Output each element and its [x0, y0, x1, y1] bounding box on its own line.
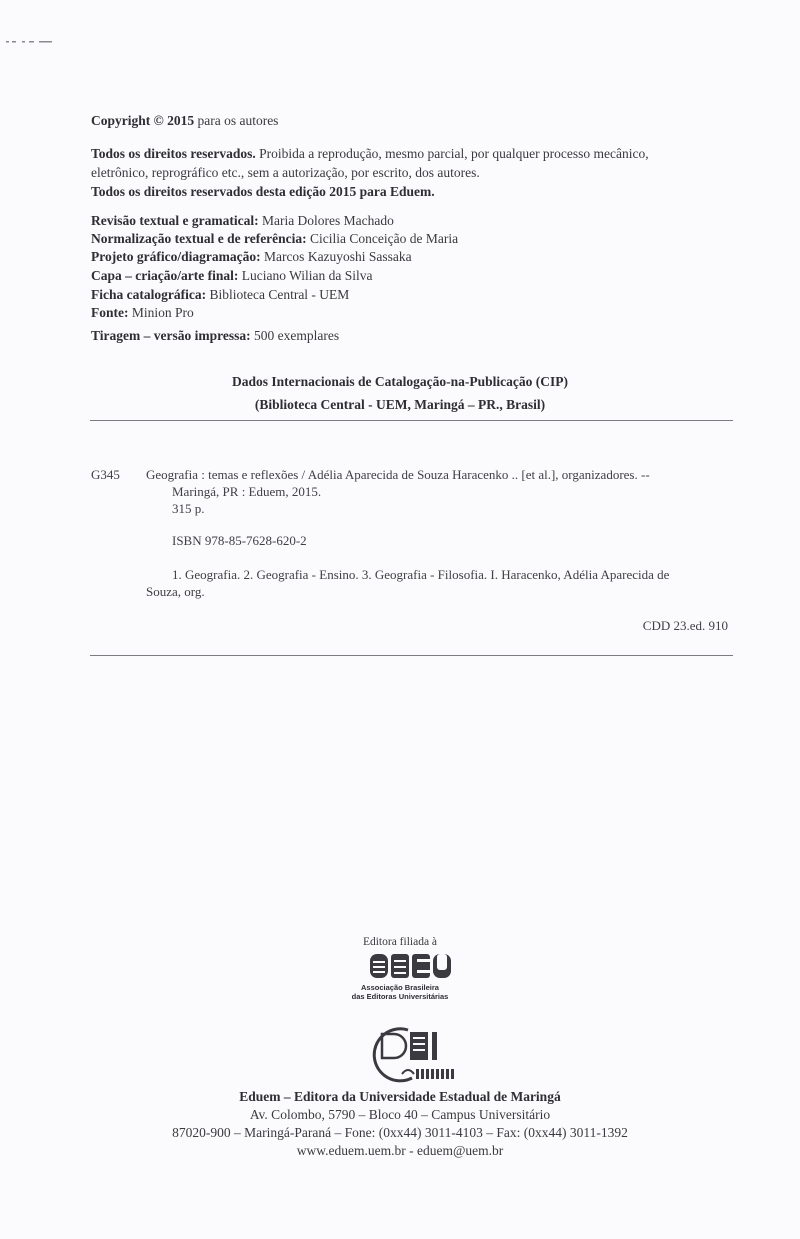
- rights-lead: Todos os direitos reservados.: [91, 146, 256, 161]
- credit-normalizacao: [91, 230, 458, 248]
- credit-value: Maria Dolores Machado: [261, 213, 394, 228]
- rights-body-2: eletrônico, reprográfico etc., sem a autorização, por escrito, dos autores.: [91, 165, 480, 180]
- credit-value: Luciano Wilian da Silva: [241, 268, 373, 283]
- credit-value: Cicilia Conceição de Maria: [310, 231, 459, 246]
- credit-capa: [91, 267, 373, 285]
- copyright-year: 2015: [167, 113, 195, 128]
- copyright-line: [91, 112, 278, 130]
- cip-call-number: G345: [91, 467, 120, 482]
- credit-label: Projeto gráfico/diagramação:: [91, 249, 261, 264]
- credit-fonte: [91, 304, 194, 322]
- cip-cdd: CDD 23.ed. 910: [642, 618, 728, 633]
- eduem-logo-icon: [368, 1022, 460, 1084]
- credit-value: 500 exemplares: [253, 328, 340, 343]
- publisher-contact: 87020-900 – Maringá-Paraná – Fone: (0xx44) 3011-4103 – Fax: (0xx44) 3011-1392: [172, 1125, 628, 1140]
- rights-line-1: [91, 145, 649, 163]
- credit-label: Normalização textual e de referência:: [91, 231, 307, 246]
- cip-entry-line-1: Geografia : temas e reflexões / Adélia Aparecida de Souza Haracenko .. [et al.], organizadores. --: [146, 467, 650, 482]
- copyright-label: Copyright ©: [91, 113, 164, 128]
- cip-isbn: ISBN 978-85-7628-620-2: [172, 533, 307, 548]
- cip-subjects-line-1: 1. Geografia. 2. Geografia - Ensino. 3. Geografia - Filosofia. I. Haracenko, Adélia Aparecida de: [172, 567, 670, 582]
- publisher-address: Av. Colombo, 5790 – Bloco 40 – Campus Universitário: [249, 1107, 551, 1122]
- credit-projeto: [91, 248, 412, 266]
- cip-subjects-line-2: Souza, org.: [146, 584, 205, 599]
- cip-pages: 315 p.: [172, 501, 205, 516]
- cip-title: Dados Internacionais de Catalogação-na-Publicação (CIP): [232, 374, 568, 389]
- publisher-web[interactable]: www.eduem.uem.br - eduem@uem.br: [296, 1143, 504, 1158]
- copyright-text: para os autores: [197, 113, 279, 128]
- abeu-caption: Editora filiada à: [362, 936, 438, 948]
- rights-edition: Todos os direitos reservados desta edição 2015 para Eduem.: [91, 184, 435, 199]
- credit-revisao: [91, 212, 394, 230]
- rights-line-2: [91, 164, 480, 182]
- publisher-name: Eduem – Editora da Universidade Estadual de Maringá: [239, 1089, 561, 1104]
- credit-ficha: [91, 286, 349, 304]
- scan-specks: [6, 40, 54, 44]
- credit-value: Biblioteca Central - UEM: [209, 287, 350, 302]
- abeu-name-line-1: Associação Brasileira: [361, 983, 439, 992]
- credit-label: Capa – criação/arte final:: [91, 268, 239, 283]
- abeu-name-line-2: das Editoras Universitárias: [351, 992, 449, 1001]
- cip-bottom-rule: [90, 655, 733, 656]
- cip-entry-line-2: Maringá, PR : Eduem, 2015.: [172, 484, 322, 499]
- credit-label: Fonte:: [91, 305, 129, 320]
- credit-value: Minion Pro: [131, 305, 194, 320]
- credit-label: Tiragem – versão impressa:: [91, 328, 251, 343]
- credit-label: Ficha catalográfica:: [91, 287, 207, 302]
- credit-tiragem: [91, 327, 339, 345]
- abeu-logo-icon: [370, 952, 454, 980]
- rights-body-1: Proibida a reprodução, mesmo parcial, por qualquer processo mecânico,: [259, 146, 649, 161]
- credit-label: Revisão textual e gramatical:: [91, 213, 259, 228]
- cip-subtitle: (Biblioteca Central - UEM, Maringá – PR., Brasil): [254, 397, 546, 412]
- credit-value: Marcos Kazuyoshi Sassaka: [263, 249, 412, 264]
- cip-top-rule: [90, 420, 733, 421]
